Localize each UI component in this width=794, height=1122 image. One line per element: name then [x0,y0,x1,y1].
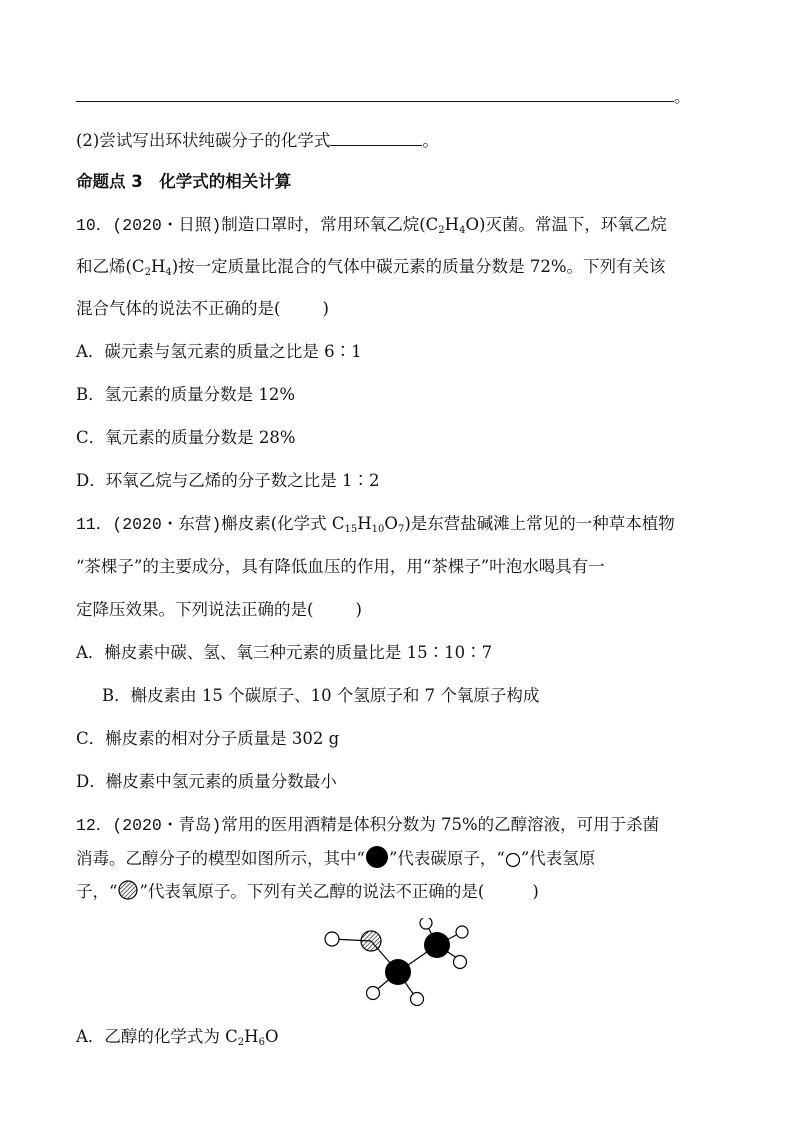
hydrogen-atom [367,987,380,1000]
q10-text: H [444,215,460,234]
hydrogen-atom [454,956,467,969]
q11-source: (2020・东营) [112,515,222,534]
formula-sub: 7 [397,524,405,535]
q10-option-a[interactable]: A．碳元素与氢元素的质量之比是 6∶1 [76,342,362,361]
q9-end-period: 。 [674,87,691,106]
q11-text: ) [355,600,362,619]
q11-line2: “茶棵子”的主要成分，具有降低血压的作用，用“茶棵子”叶泡水喝具有一 [76,557,605,576]
q9-part2-text: (2)尝试写出环状纯碳分子的化学式 [76,131,331,150]
formula-sub: 4 [165,267,172,278]
q12-source: (2020・青岛) [112,816,222,835]
q9-part2-blank[interactable] [330,128,422,146]
q11-text: 定降压效果。下列说法正确的是( [76,600,314,619]
carbon-atom-icon [365,846,389,874]
q11-option-c[interactable]: C．槲皮素的相对分子质量是 302 g [76,729,340,748]
q11-line3 [76,599,362,621]
formula-sub: 15 [344,524,358,535]
q12-line2 [76,846,595,874]
formula-sub: 2 [237,1037,245,1048]
formula-sub: 10 [371,524,385,535]
section-title: 命题点 3 化学式的相关计算 [76,172,292,191]
q9-answer-blank[interactable] [76,84,674,102]
oxygen-atom-icon [117,879,139,907]
q10-source: (2020・日照) [112,216,222,235]
q11-option-b[interactable]: B．槲皮素由 15 个碳原子、10 个氢原子和 7 个氧原子构成 [102,686,540,705]
q11-option-d[interactable]: D．槲皮素中氢元素的质量分数最小 [76,772,337,791]
q10-option-c[interactable]: C．氧元素的质量分数是 28% [76,428,296,447]
ethanol-molecule-diagram [318,918,478,1008]
q12-option-a[interactable] [76,1026,278,1048]
q12-text: 常用的医用酒精是体积分数为 75%的乙醇溶液，可用于杀菌 [221,815,660,834]
q10-text: 制造口罩时，常用环氧乙烷(C [221,215,439,234]
q10-option-d[interactable]: D．环氧乙烷与乙烯的分子数之比是 1∶2 [76,471,380,490]
q12-text: ”代表碳原子，“ [388,849,505,868]
q12-option-text: A．乙醇的化学式为 C [76,1027,238,1046]
q9-part2 [76,128,439,152]
q10-text: H [150,257,166,276]
q10-line3 [76,298,329,320]
formula-sub: 6 [258,1037,265,1048]
hydrogen-atom [325,932,339,946]
q12-text: ) [532,882,539,901]
hydrogen-atom [411,993,424,1006]
q9-answer-line-row [76,84,691,108]
q9-part2-end: 。 [422,131,439,150]
q11-text: )是东营盐碱滩上常见的一种草本植物 [404,514,675,533]
q12-option-text: H [244,1027,259,1046]
hydrogen-atom [420,918,432,929]
formula-sub: 2 [438,225,445,236]
q12-text: 消毒。乙醇分子的模型如图所示，其中“ [76,849,365,868]
q12-text: ”代表氢原 [520,849,596,868]
q10-text: )按一定质量比混合的气体中碳元素的质量分数是 72%。下列有关该 [171,257,666,276]
q10-text: 混合气体的说法不正确的是( [76,299,281,318]
q12-line3 [76,879,539,907]
q10-text: 和乙烯(C [76,257,145,276]
q11-text: O [384,514,398,533]
q11-text: 槲皮素(化学式 C [221,514,345,533]
q12-line1 [76,814,659,837]
q10-text: ) [322,299,329,318]
q11-option-a[interactable]: A．槲皮素中碳、氢、氧三种元素的质量比是 15∶10∶7 [76,643,493,662]
q11-line1 [76,513,675,536]
q12-text: 子，“ [76,882,118,901]
q12-text: ”代表氧原子。下列有关乙醇的说法不正确的是( [139,882,485,901]
hydrogen-atom [456,926,468,938]
carbon-atom [424,932,450,958]
q10-option-b[interactable]: B．氢元素的质量分数是 12% [76,385,296,404]
formula-sub: 4 [459,225,466,236]
q12-number: 12． [76,816,113,835]
hydrogen-atom-icon [505,852,521,874]
q10-number: 10． [76,216,113,235]
q10-text: O)灭菌。常温下，环氧乙烷 [465,215,667,234]
q10-line1 [76,214,667,237]
formula-sub: 2 [144,267,151,278]
q11-text: H [357,514,372,533]
q11-number: 11． [76,515,113,534]
q12-option-text: O [264,1027,279,1046]
q10-line2 [76,256,666,278]
carbon-atom [385,959,411,985]
oxygen-atom [361,931,381,951]
